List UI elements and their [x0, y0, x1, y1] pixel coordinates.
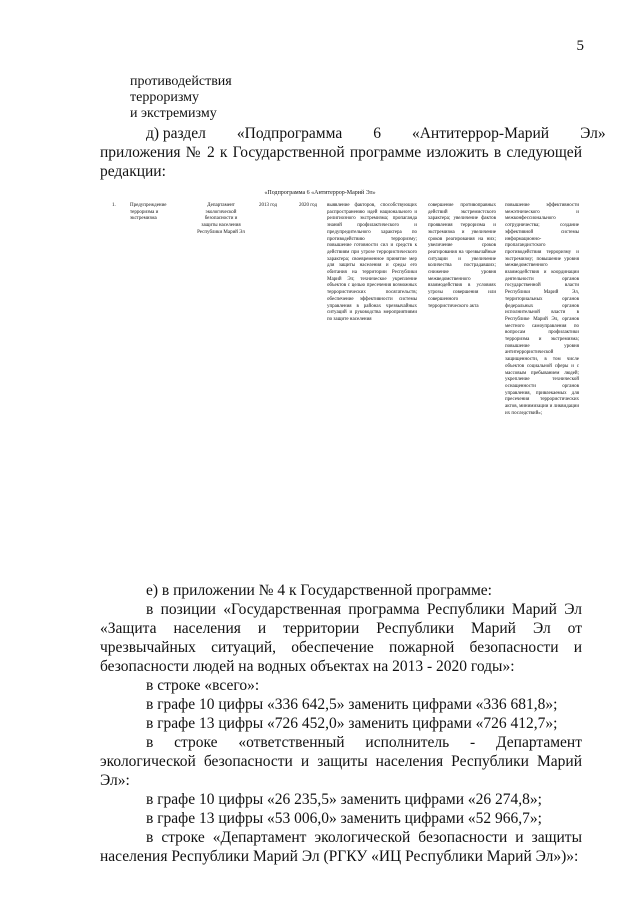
- section-e-row-total: в строке «всего»:: [146, 677, 260, 694]
- top-fragment-line: терроризму: [130, 90, 200, 105]
- section-e-col10-exec: в графе 10 цифры «26 235,5» заменить цифрами «26 274,8»;: [146, 791, 542, 808]
- table-cell-num: 1.: [112, 203, 116, 208]
- subprogram-table-title: «Подпрограмма 6 «Антитеррор-Марий Эл»: [264, 190, 376, 196]
- table-cell-start-year: 2013 год: [258, 203, 278, 208]
- section-e-col10-total: в графе 10 цифры «336 642,5» заменить цифрами «336 681,8»;: [146, 696, 558, 713]
- table-cell-indicators: повышение эффективности межэтнического и межконфессионального сотрудничества; создание эффективной системы информационно-пропагандистского противодействия терроризму и экстремизму; повышение уровня межведомственного взаимодействия и координации деятельности органов государственной власти Республики Марий Эл, территориальных органов федеральных органов исполнительной власти в Республике Марий Эл, органов местного самоуправления по вопросам профилактики терроризма и экстремизма; повышение уровня антитеррористической защищенности, в том числе объектов социальной сферы и с массовым пребыванием людей; укрепление технической оснащенности органов управления, привлекаемых для пресечения террористических актов, минимизации и ликвидации их последствий»;: [505, 203, 579, 416]
- section-e-col13-exec: в графе 13 цифры «53 006,0» заменить цифрами «52 966,7»;: [146, 810, 542, 827]
- top-fragment-line: противодействия: [130, 74, 232, 89]
- top-fragment: [130, 74, 232, 122]
- section-e-row-dept: в строке «Департамент экологической безопасности и защиты населения Республики Марий Эл (РГКУ «ИЦ Республики Марий Эл»)»:: [100, 829, 582, 865]
- section-e-position: в позиции «Государственная программа Республики Марий Эл «Защита населения и территории Республики Марий Эл от чрезвычайных ситуаций, обеспечение пожарной безопасности и безопасности людей на водных объектах на 2013 - 2020 годы»:: [100, 601, 582, 675]
- page-number: 5: [576, 38, 584, 54]
- section-e-col13-total: в графе 13 цифры «726 452,0» заменить цифрами «726 412,7»;: [146, 715, 558, 732]
- section-e-intro: е) в приложении № 4 к Государственной программе:: [146, 582, 492, 599]
- table-cell-actions: выявление факторов, способствующих распространению идей национального и религиозного экстремизма; пропаганда знаний профилактического и предупредительного характера по противодействию терроризму; повышение готовности сил и средств к действиям при угрозе террористического характера; своевременное принятие мер для защиты населения и среды его обитания на территории Республики Марий Эл; техническое укрепление объектов с целью пресечения возможных террористических посягательств; обеспечение эффективности системы управления в районах чрезвычайных ситуаций и руководства мероприятиями по защите населения: [327, 203, 417, 322]
- subprogram-table: [0, 203, 640, 573]
- section-e-row-executor: в строке «ответственный исполнитель - Департамент экологической безопасности и защиты населения Республики Марий Эл»:: [100, 734, 582, 789]
- section-d-text: приложения № 2 к Государственной программе изложить в следующей редакции:: [100, 144, 582, 180]
- section-d-first-line: д) раздел «Подпрограмма 6 «Антитеррор-Марий Эл»: [146, 125, 606, 142]
- table-cell-end-year: 2020 год: [298, 203, 318, 208]
- table-cell-executor: Департамент экологической безопасности и защиты населения Республики Марий Эл: [197, 203, 245, 235]
- table-cell-results: совершение противоправных действий экстремистского характера; увеличение фактов проявления терроризма и экстремизма и увеличение сроков реагирования на них; увеличение сроков реагирования на чрезвычайные ситуации и увеличение количества пострадавших; снижение уровня межведомственного взаимодействия в условиях угрозы совершения или совершенного террористического акта: [428, 203, 496, 309]
- top-fragment-line: и экстремизму: [130, 106, 217, 121]
- table-cell-name: Предупреждение терроризма и экстремизма: [130, 203, 167, 222]
